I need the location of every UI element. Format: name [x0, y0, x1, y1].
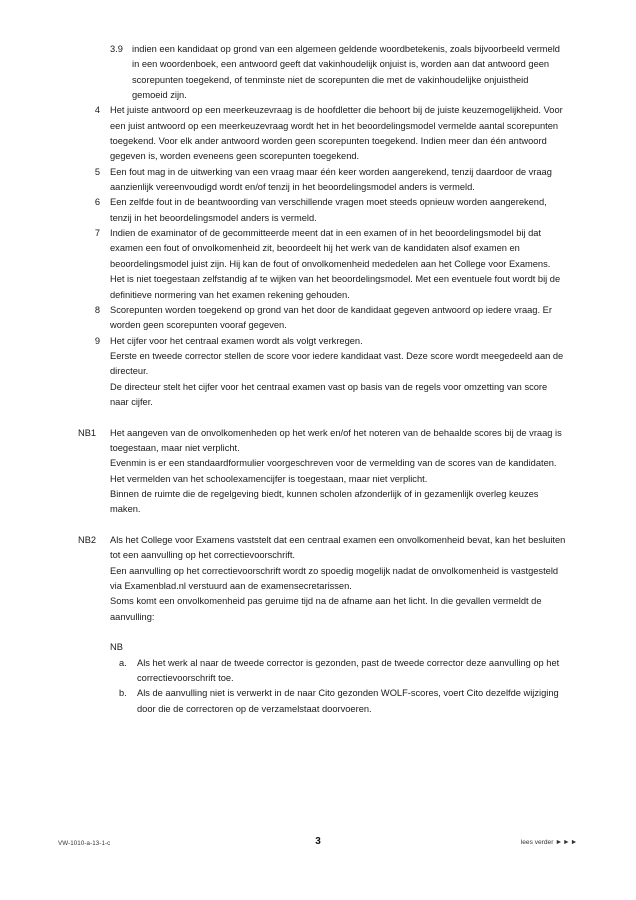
document-body — [78, 42, 566, 717]
clause-marker: 7 — [94, 228, 100, 239]
note-nb1 — [78, 426, 566, 518]
note-text — [110, 533, 566, 717]
clause-line: De directeur stelt het cijfer voor het centraal examen vast op basis van de regels voor omzetting van score naar cijfer. — [110, 381, 548, 407]
triangle-right-icon: ►►► — [555, 839, 578, 846]
clause-text: Scorepunten worden toegekend op grond van het door de kandidaat gegeven antwoord op iedere vraag. Er worden geen scorepunten vooraf gegeven. — [110, 304, 552, 331]
note-line: Evenmin is er een standaardformulier voorgeschreven voor de vermelding van de scores van de kandidaten. — [110, 458, 557, 469]
footer-document-code: VW-1010-a-13-1-c — [58, 840, 111, 847]
page-footer — [58, 838, 578, 852]
clause-6 — [78, 195, 566, 226]
footer-page-number: 3 — [315, 836, 321, 847]
clause-3-9 — [78, 42, 566, 103]
clause-4 — [78, 103, 566, 164]
note-inner-item-a — [110, 656, 566, 687]
clause-marker: 3.9 — [110, 44, 123, 54]
item-marker: a. — [119, 657, 127, 668]
block-spacer — [78, 518, 566, 533]
note-line: Binnen de ruimte die de regelgeving biedt, kunnen scholen afzonderlijk of in gezamenlijk overleg keuzes maken. — [110, 488, 539, 515]
clause-text: Indien de examinator of de gecommitteerde meent dat in een examen of in het beoordelingsmodel bij dat examen een fout of onvolkomenheid zit, beoordeelt hij het werk van de kandidaten alsof examen en beoordelingsmodel juist zijn. Hij kan de fout of onvolkomenheid mededelen aan het College voor Examens. Het is niet toegestaan zelfstandig af te wijken van het beoordelingsmodel. Met een eventuele fout wordt bij de definitieve normering van het examen rekening gehouden. — [110, 228, 561, 300]
clause-marker: 6 — [94, 197, 100, 208]
clause-marker: 5 — [94, 166, 100, 177]
block-spacer — [110, 625, 566, 640]
block-spacer — [78, 410, 566, 425]
clause-text: Een zelfde fout in de beantwoording van verschillende vragen moet steeds opnieuw worden aangerekend, tenzij in het beoordelingsmodel anders is vermeld. — [110, 197, 547, 223]
note-marker: NB2 — [78, 535, 97, 545]
note-inner-item-b — [110, 686, 566, 717]
clause-text: Een fout mag in de uitwerking van een vraag maar één keer worden aangerekend, tenzij daardoor de vraag aanzienlijk vereenvoudigd wordt en/of tenzij in het beoordelingsmodel anders is vermeld. — [110, 166, 552, 193]
note-line: Als het College voor Examens vaststelt dat een centraal examen een onvolkomenheid bevat, kan het besluiten tot een aanvulling op het correctievoorschrift. — [110, 535, 566, 561]
clause-7 — [78, 226, 566, 303]
clause-9 — [78, 334, 566, 411]
clause-text — [110, 334, 566, 411]
note-inner-heading: NB — [110, 642, 123, 653]
footer-continue-label: lees verder — [520, 839, 554, 846]
clause-marker: 8 — [94, 304, 100, 315]
clause-text: indien een kandidaat op grond van een algemeen geldende woordbetekenis, zoals bijvoorbeeld vermeld in een woordenboek, een antwoord geeft dat vakinhoudelijk onjuist is, worden aan dat antwoord geen scorepunten toegekend, of tenminste niet de scorepunten die met de vakinhoudelijke onjuistheid gemoeid zijn. — [132, 44, 560, 101]
item-text: Als het werk al naar de tweede corrector is gezonden, past de tweede corrector deze aanvulling op het correctievoorschrift toe. — [137, 657, 560, 684]
note-text — [110, 426, 566, 518]
clause-marker: 4 — [94, 105, 100, 116]
footer-continue-notice — [521, 839, 578, 846]
clause-text: Het juiste antwoord op een meerkeuzevraag is de hoofdletter die behoort bij de juiste keuzemogelijkheid. Voor een juist antwoord op een meerkeuzevraag wordt het in het beoordelingsmodel vermelde aantal scorepunten toegekend. Voor elk ander antwoord worden geen scorepunten toegekend. Indien meer dan één antwoord gegeven is, worden eveneens geen scorepunten toegekend. — [110, 105, 563, 162]
note-line: Een aanvulling op het correctievoorschrift wordt zo spoedig mogelijk nadat de onvolkomenheid is vastgesteld via Examenblad.nl verstuurd aan de examensecretarissen. — [110, 565, 559, 592]
note-inner-list — [110, 640, 566, 717]
note-marker: NB1 — [78, 427, 97, 438]
note-line: Het vermelden van het schoolexamencijfer is toegestaan, maar niet verplicht. — [110, 473, 428, 484]
item-marker: b. — [119, 688, 127, 699]
note-line: Het aangeven van de onvolkomenheden op het werk en/of het noteren van de behaalde scores bij de vraag is toegestaan, maar niet verplicht. — [110, 427, 562, 453]
note-line: Soms komt een onvolkomenheid pas geruime tijd na de afname aan het licht. In die gevallen vermeldt de aanvulling: — [110, 596, 542, 622]
item-text: Als de aanvulling niet is verwerkt in de naar Cito gezonden WOLF-scores, voert Cito dezelfde wijziging door die de correctoren op de verzamelstaat doorvoeren. — [137, 688, 559, 714]
clause-line: Het cijfer voor het centraal examen wordt als volgt verkregen. — [110, 335, 363, 346]
clause-8 — [78, 303, 566, 334]
clause-5 — [78, 165, 566, 196]
note-nb2 — [78, 533, 566, 717]
clause-line: Eerste en tweede corrector stellen de score voor iedere kandidaat vast. Deze score wordt meegedeeld aan de directeur. — [110, 350, 564, 377]
clause-marker: 9 — [94, 335, 100, 346]
